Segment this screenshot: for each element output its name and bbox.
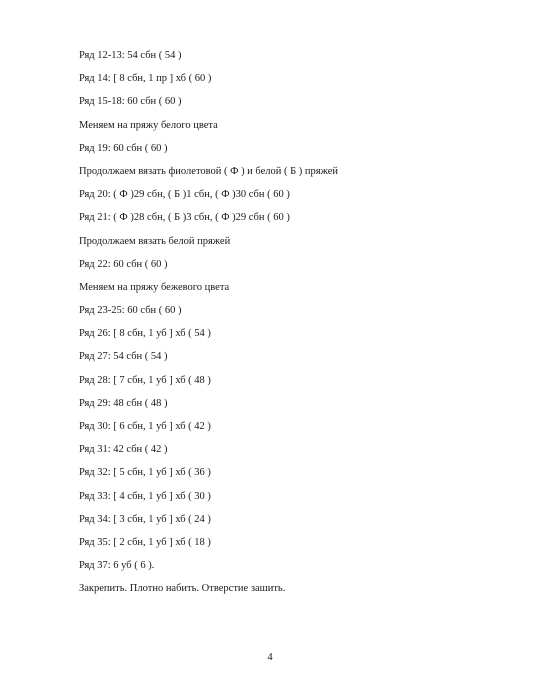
pattern-line: Меняем на пряжу белого цвета xyxy=(79,119,218,131)
pattern-line: Продолжаем вязать фиолетовой ( Ф ) и белой ( Б ) пряжей xyxy=(79,165,339,177)
pattern-line: Ряд 23-25: 60 сбн ( 60 ) xyxy=(79,305,182,317)
pattern-line: Продолжаем вязать белой пряжей xyxy=(79,235,231,247)
pattern-line: Ряд 14: [ 8 сбн, 1 пр ] хб ( 60 ) xyxy=(79,73,212,85)
pattern-line: Ряд 20: ( Ф )29 сбн, ( Б )1 сбн, ( Ф )30 сбн ( 60 ) xyxy=(79,189,290,201)
pattern-line: Ряд 32: [ 5 сбн, 1 уб ] хб ( 36 ) xyxy=(79,467,211,479)
pattern-line: Ряд 21: ( Ф )28 сбн, ( Б )3 сбн, ( Ф )29 сбн ( 60 ) xyxy=(79,212,290,224)
pattern-line: Ряд 37: 6 уб ( 6 ). xyxy=(79,560,155,572)
pattern-line: Закрепить. Плотно набить. Отверстие зашить. xyxy=(79,583,286,595)
pattern-line: Ряд 28: [ 7 сбн, 1 уб ] хб ( 48 ) xyxy=(79,374,211,386)
pattern-line: Ряд 30: [ 6 сбн, 1 уб ] хб ( 42 ) xyxy=(79,421,211,432)
pattern-line: Ряд 22: 60 сбн ( 60 ) xyxy=(79,258,168,270)
pattern-line: Ряд 26: [ 8 сбн, 1 уб ] хб ( 54 ) xyxy=(79,328,211,340)
page-number: 4 xyxy=(267,652,273,663)
pattern-line: Ряд 35: [ 2 сбн, 1 уб ] хб ( 18 ) xyxy=(79,536,211,548)
pattern-line: Ряд 19: 60 сбн ( 60 ) xyxy=(79,142,168,154)
pattern-line: Ряд 29: 48 сбн ( 48 ) xyxy=(79,397,168,409)
pattern-line: Ряд 27: 54 сбн ( 54 ) xyxy=(79,351,168,363)
pattern-line: Ряд 33: [ 4 сбн, 1 уб ] хб ( 30 ) xyxy=(79,490,211,502)
pattern-line: Ряд 12-13: 54 сбн ( 54 ) xyxy=(79,50,182,61)
pattern-line: Ряд 15-18: 60 сбн ( 60 ) xyxy=(79,96,182,108)
pattern-line: Ряд 31: 42 сбн ( 42 ) xyxy=(79,444,168,456)
pattern-line: Меняем на пряжу бежевого цвета xyxy=(79,281,230,293)
pattern-line: Ряд 34: [ 3 сбн, 1 уб ] хб ( 24 ) xyxy=(79,513,211,525)
pattern-text xyxy=(79,49,519,606)
